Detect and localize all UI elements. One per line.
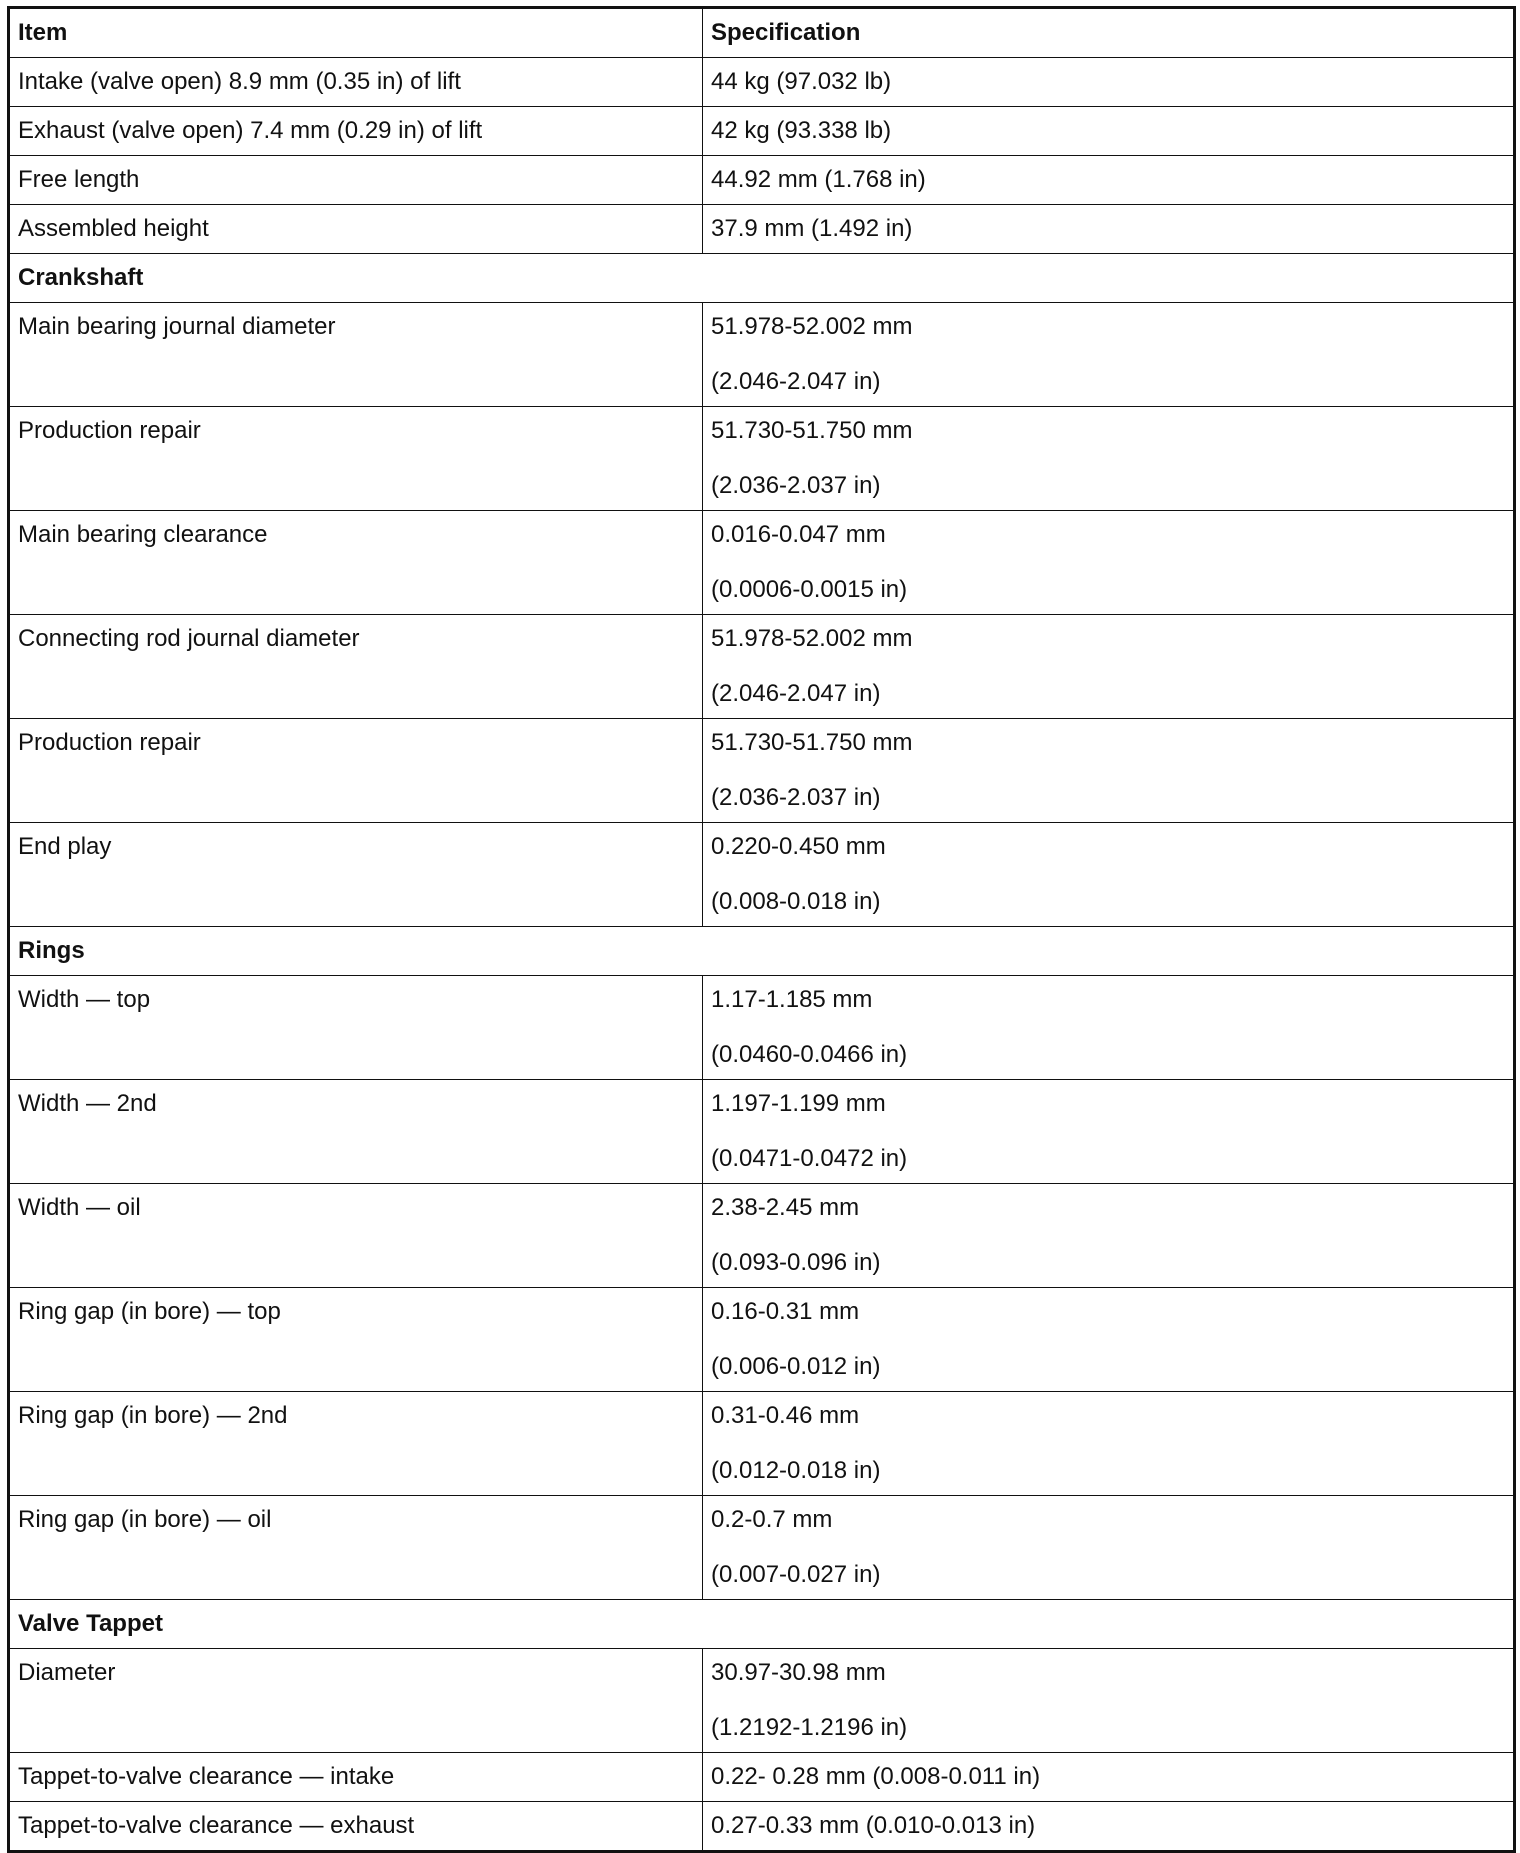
item-cell: Free length [9,156,703,205]
spec-imperial: (0.012-0.018 in) [711,1457,881,1484]
spec-cell [703,719,1515,823]
table-row [9,107,1515,156]
spec-imperial: (0.007-0.027 in) [711,1561,881,1588]
item-cell: Connecting rod journal diameter [9,615,703,719]
item-cell: Width — top [9,976,703,1080]
table-row [9,58,1515,107]
spec-cell: 44 kg (97.032 lb) [703,58,1515,107]
spec-metric: 30.97-30.98 mm [711,1659,886,1686]
spec-cell [703,511,1515,615]
section-title: Valve Tappet [9,1600,1515,1649]
spec-cell [703,1080,1515,1184]
spec-imperial: (1.2192-1.2196 in) [711,1714,908,1741]
spec-cell [703,303,1515,407]
item-cell: Intake (valve open) 8.9 mm (0.35 in) of lift [9,58,703,107]
spec-metric: 51.730-51.750 mm [711,729,913,756]
item-cell: Ring gap (in bore) — 2nd [9,1392,703,1496]
spec-metric: 2.38-2.45 mm [711,1194,860,1221]
spec-metric: 51.730-51.750 mm [711,417,913,444]
spec-cell: 44.92 mm (1.768 in) [703,156,1515,205]
column-header-item: Item [9,8,703,58]
column-header-specification: Specification [703,8,1515,58]
table-row [9,1288,1515,1392]
table-row [9,205,1515,254]
section-row-rings [9,927,1515,976]
item-cell: Main bearing clearance [9,511,703,615]
spec-cell: 0.27-0.33 mm (0.010-0.013 in) [703,1802,1515,1852]
table-row [9,1184,1515,1288]
spec-cell [703,1392,1515,1496]
item-cell: Diameter [9,1649,703,1753]
spec-metric: 0.31-0.46 mm [711,1402,860,1429]
table-row [9,407,1515,511]
spec-cell [703,615,1515,719]
spec-cell [703,976,1515,1080]
spec-imperial: (0.008-0.018 in) [711,888,881,915]
item-cell: Tappet-to-valve clearance — exhaust [9,1802,703,1852]
spec-cell [703,1184,1515,1288]
spec-cell [703,1649,1515,1753]
table-row [9,1080,1515,1184]
table-row [9,511,1515,615]
spec-cell [703,407,1515,511]
table-row [9,1392,1515,1496]
item-cell: Ring gap (in bore) — oil [9,1496,703,1600]
spec-cell [703,1288,1515,1392]
table-row [9,1802,1515,1852]
spec-imperial: (2.036-2.037 in) [711,472,881,499]
table-row [9,1753,1515,1802]
item-cell: Width — oil [9,1184,703,1288]
spec-imperial: (0.0471-0.0472 in) [711,1145,908,1172]
spec-metric: 1.17-1.185 mm [711,986,873,1013]
item-cell: Tappet-to-valve clearance — intake [9,1753,703,1802]
spec-cell: 37.9 mm (1.492 in) [703,205,1515,254]
spec-metric: 51.978-52.002 mm [711,313,913,340]
spec-imperial: (0.006-0.012 in) [711,1353,881,1380]
table-header-row [9,8,1515,58]
spec-metric: 51.978-52.002 mm [711,625,913,652]
section-title: Rings [9,927,1515,976]
spec-cell: 42 kg (93.338 lb) [703,107,1515,156]
spec-imperial: (0.0460-0.0466 in) [711,1041,908,1068]
spec-imperial: (2.046-2.047 in) [711,680,881,707]
spec-metric: 1.197-1.199 mm [711,1090,886,1117]
table-row [9,719,1515,823]
table-row [9,823,1515,927]
spec-metric: 0.016-0.047 mm [711,521,886,548]
item-cell: Width — 2nd [9,1080,703,1184]
item-cell: Production repair [9,407,703,511]
section-row-valve-tappet [9,1600,1515,1649]
spec-imperial: (2.046-2.047 in) [711,368,881,395]
item-cell: Exhaust (valve open) 7.4 mm (0.29 in) of lift [9,107,703,156]
spec-imperial: (2.036-2.037 in) [711,784,881,811]
spec-metric: 0.2-0.7 mm [711,1506,833,1533]
table-row [9,1496,1515,1600]
spec-cell: 0.22- 0.28 mm (0.008-0.011 in) [703,1753,1515,1802]
item-cell: End play [9,823,703,927]
table-row [9,976,1515,1080]
item-cell: Main bearing journal diameter [9,303,703,407]
item-cell: Assembled height [9,205,703,254]
section-title: Crankshaft [9,254,1515,303]
spec-imperial: (0.0006-0.0015 in) [711,576,908,603]
item-cell: Ring gap (in bore) — top [9,1288,703,1392]
specification-table [7,6,1516,1853]
spec-metric: 0.16-0.31 mm [711,1298,860,1325]
table-row [9,1649,1515,1753]
spec-metric: 0.220-0.450 mm [711,833,886,860]
spec-cell [703,1496,1515,1600]
item-cell: Production repair [9,719,703,823]
table-row [9,303,1515,407]
table-row [9,615,1515,719]
table-row [9,156,1515,205]
spec-imperial: (0.093-0.096 in) [711,1249,881,1276]
spec-cell [703,823,1515,927]
section-row-crankshaft [9,254,1515,303]
